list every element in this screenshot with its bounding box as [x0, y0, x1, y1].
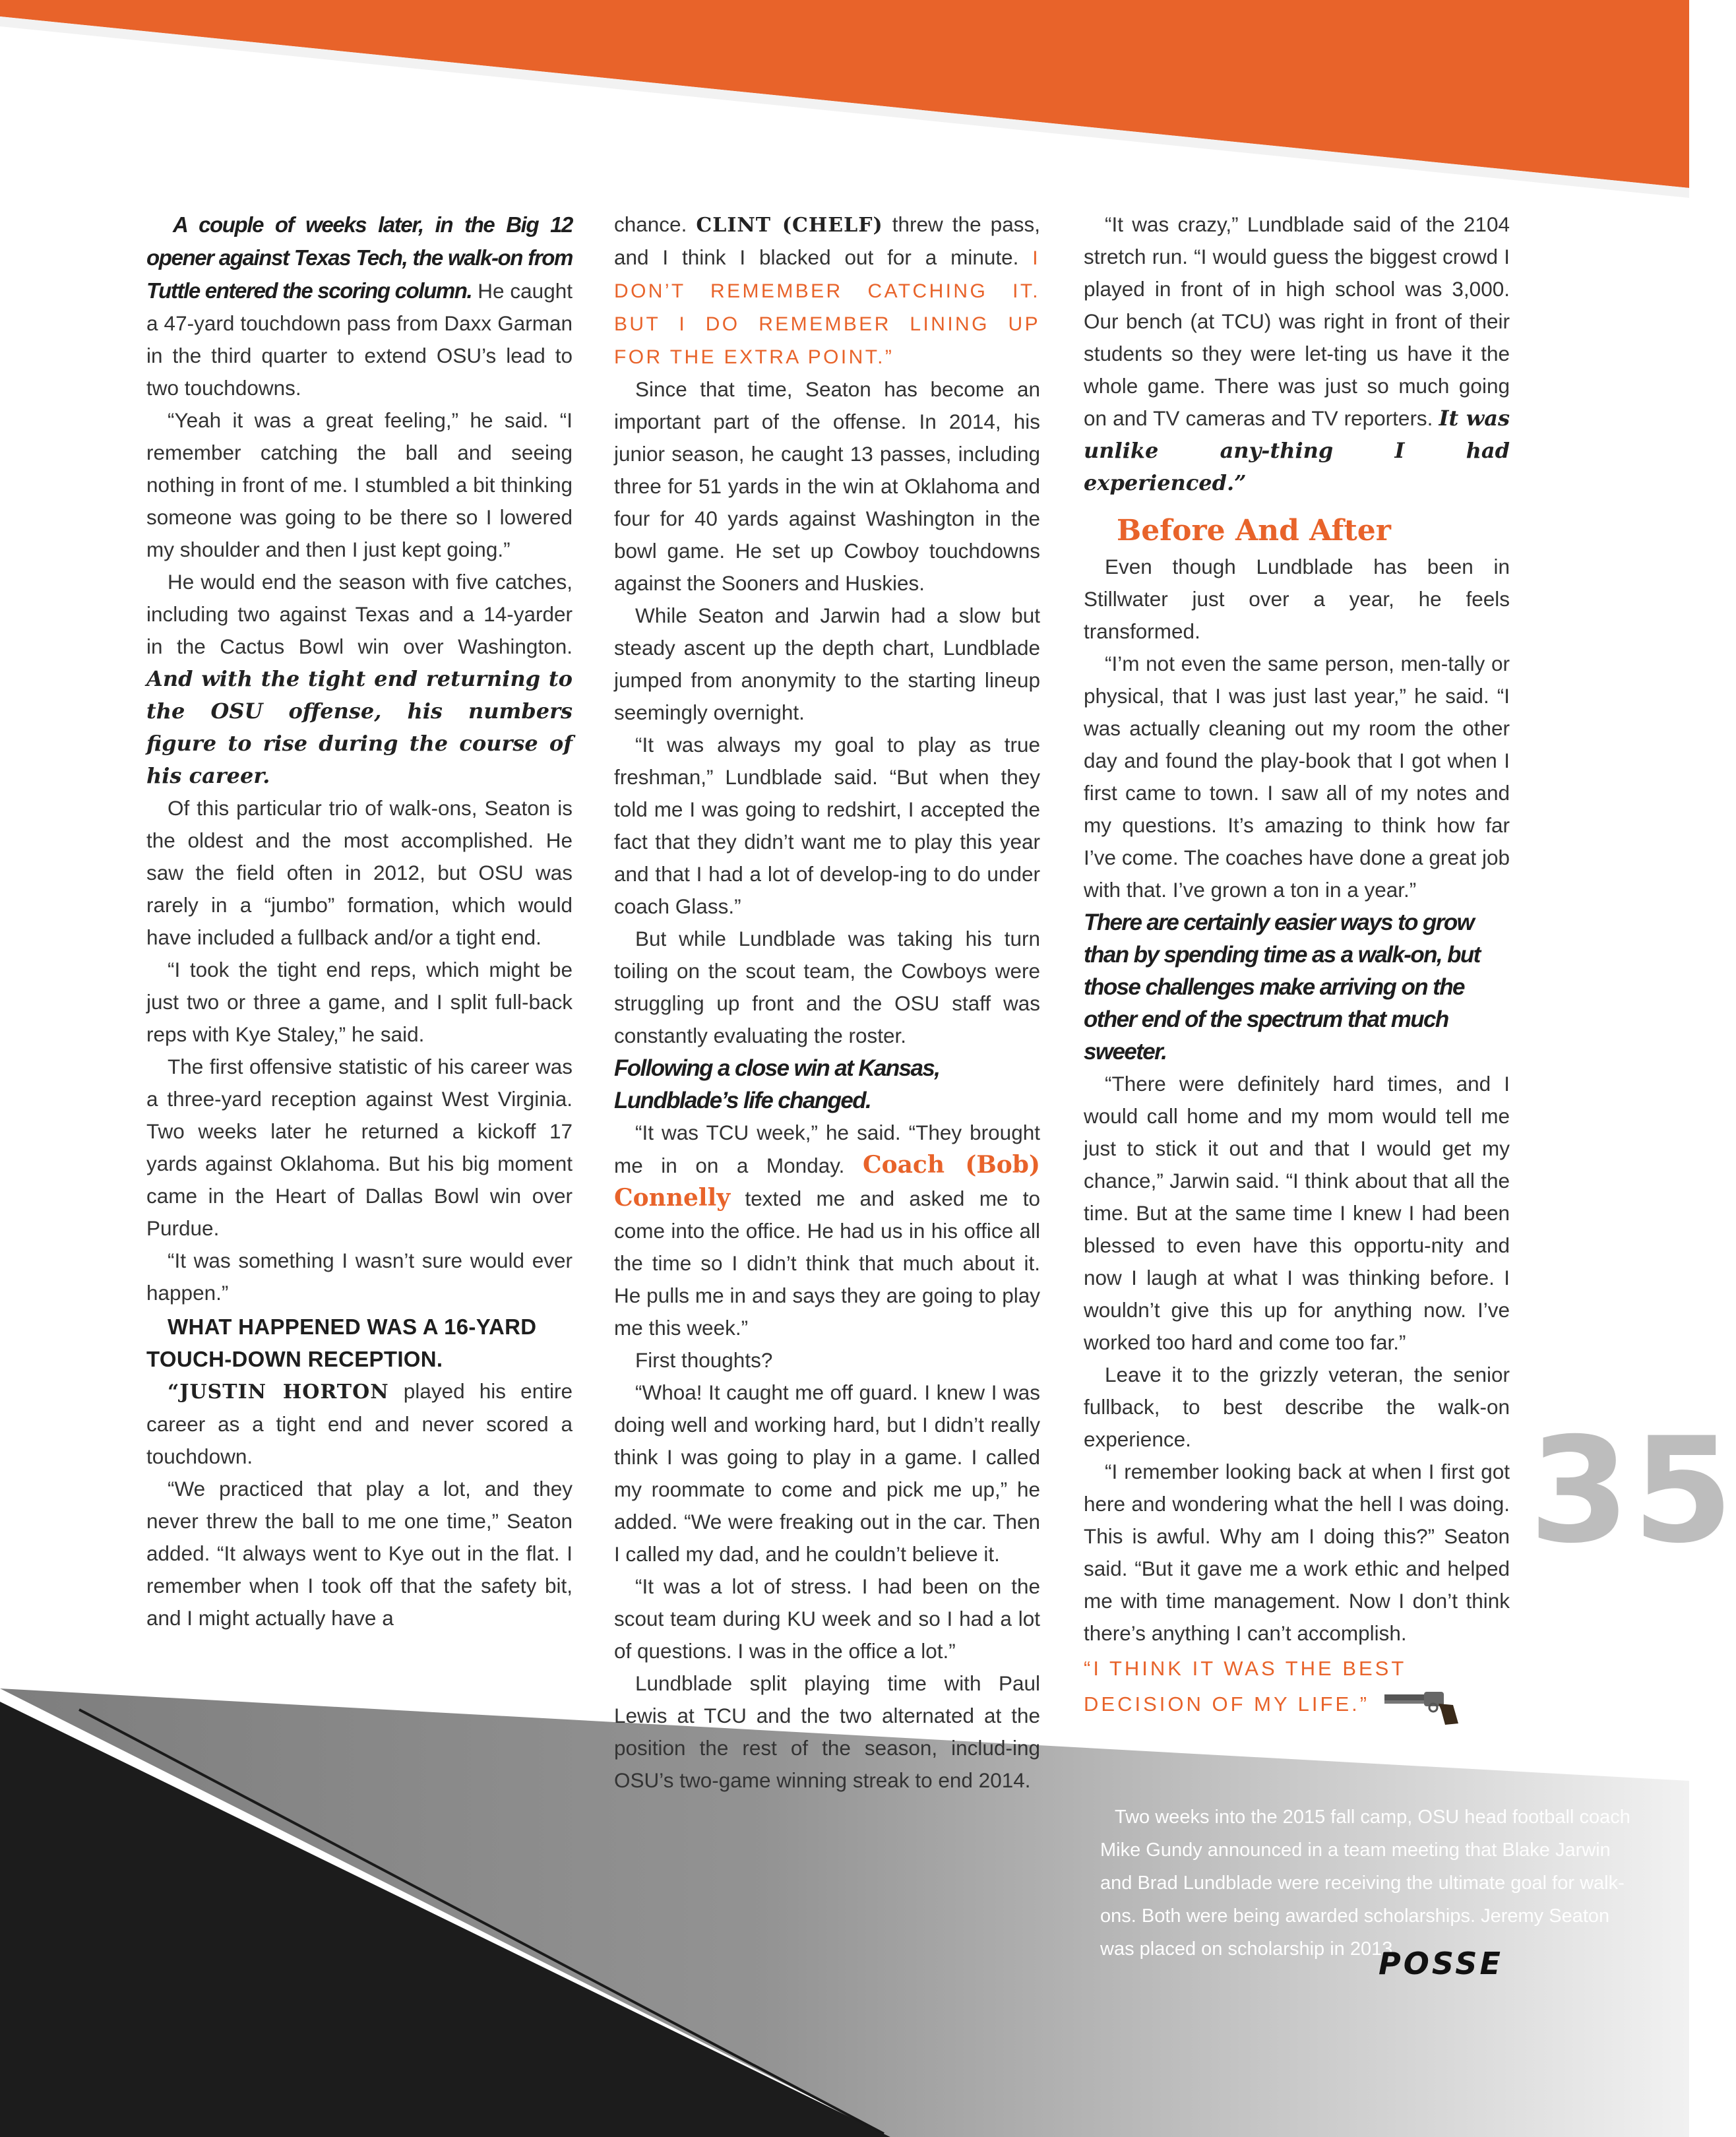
paragraph: “Whoa! It caught me off guard. I knew I was doing well and working hard, but I didn’t really think I was going to play in a game. I called my roommate to come and pick me up,” he added. “We were freaking out in the car. Then I called my dad, and he couldn’t believe it. [614, 1380, 1040, 1566]
article-column-2 [614, 208, 1040, 1797]
paragraph: “We practiced that play a lot, and they never threw the ball to me one time,” Seaton added. “It always went to Kye out in the flat. I remember when I took off that the safety bit, and I might actually have a [146, 1477, 573, 1630]
photo-caption: Two weeks into the 2015 fall camp, OSU head football coach Mike Gundy announced in a team meeting that Blake Jarwin and Brad Lundblade were receiving the ultimate goal for walk-ons. Both were being awarded scholarships. Jeremy Seaton was placed on scholarship in 2013. [1100, 1807, 1630, 1960]
section-heading: Before And After [1117, 514, 1391, 547]
name-callout: “JUSTIN HORTON [168, 1380, 389, 1404]
paragraph: “It was always my goal to play as true freshman,” Lundblade said. “But when they told me I was going to redshirt, I accepted the fact that they didn’t want me to play this year and that I had a lot of develop-ing to do under coach Glass.” [614, 733, 1040, 918]
paragraph: First thoughts? [635, 1348, 773, 1372]
lead-in-text: A couple of weeks later, in the Big 12 opener against Texas Tech, the walk-on from Tuttle entered the scoring column. [146, 212, 573, 303]
paragraph-text: “It was crazy,” Lundblade said of the 2104 stretch run. “I would guess the biggest crowd I played in front of in high school was 3,000. Our bench (at TCU) was right in front of their students so they were let-ting us have it the whole game. There was just so much going on and TV cameras and TV reporters. [1084, 212, 1510, 430]
paragraph: “It was a lot of stress. I had been on the scout team during KU week and so I had a lot of questions. I was in the office a lot.” [614, 1574, 1040, 1663]
paragraph: “There were definitely hard times, and I would call home and my mom would tell me just to stick it out and that I would get my chance,” Jarwin said. “I think about that all the time. But at the same time I knew I had been blessed to even have this opportu-nity and now I laugh at what I was thinking before. I wouldn’t give this up for anything now. I’ve worked too hard and come too far.” [1084, 1072, 1510, 1354]
paragraph: “I took the tight end reps, which might be just two or three a game, and I split full-back reps with Kye Staley,” he said. [146, 958, 573, 1046]
paragraph: Even though Lundblade has been in Stillwater just over a year, he feels transformed. [1084, 555, 1510, 643]
brand-logo: POSSE [1379, 1946, 1503, 1981]
emphasis-text: And with the tight end returning to the OSU offense, his numbers figure to rise during the course of his career. [146, 666, 573, 788]
paragraph: While Seaton and Jarwin had a slow but steady ascent up the depth chart, Lundblade jumped from anonymity to the starting lineup seemingly overnight. [614, 604, 1040, 724]
paragraph: But while Lundblade was taking his turn toiling on the scout team, the Cowboys were struggling up front and the OSU staff was constantly evaluating the roster. [614, 927, 1040, 1047]
paragraph [146, 566, 573, 792]
paragraph: The first offensive statistic of his career was a three-yard reception against West Virginia. Two weeks later he returned a kickoff 17 yards against Oklahoma. But his big moment came in the Heart of Dallas Bowl win over Purdue. [146, 1055, 573, 1240]
paragraph-text: He would end the season with five catches, including two against Texas and a 14-yarder in the Cactus Bowl win over Washington. [146, 570, 573, 658]
paragraph-text: threw the pass, and I think I blacked out for a minute. [614, 212, 1040, 269]
page-number: 35 [1529, 1406, 1736, 1575]
paragraph [614, 208, 1040, 373]
emphasis-text: It was unlike any-thing I had experienced.” [1084, 406, 1510, 495]
highlight-quote: I DON’T REMEMBER CATCHING IT. BUT I DO REMEMBER LINING UP FOR THE EXTRA POINT.” [614, 247, 1040, 368]
paragraph-text: played his entire career as a tight end and never scored a touchdown. [146, 1379, 573, 1468]
revolver-icon [1384, 1685, 1462, 1726]
paragraph-text: “It was TCU week,” he said. “They brought me in on a Monday. [614, 1121, 1040, 1177]
paragraph: “Yeah it was a great feeling,” he said. “I remember catching the ball and seeing nothing in front of me. I stumbled a bit thinking someone was going to be there so I lowered my shoulder and then I just kept going.” [146, 408, 573, 561]
name-callout: CLINT (CHELF) [696, 214, 883, 237]
paragraph-text: texted me and asked me to come into the office. He had us in his office all the time so I didn’t think that much about it. He pulls me in and says they are going to play me this week.” [614, 1187, 1040, 1340]
closing-quote [1084, 1652, 1510, 1726]
paragraph: Since that time, Seaton has become an important part of the offense. In 2014, his junior season, he caught 13 passes, including three for 51 yards in the win at Oklahoma and four for 40 yards against Washington in the bowl game. He set up Cowboy touchdowns against the Sooners and Huskies. [614, 377, 1040, 595]
paragraph [1084, 208, 1510, 499]
paragraph: “It was something I wasn’t sure would ever happen.” [146, 1249, 573, 1305]
name-callout: Coach (Bob) Connelly [614, 1151, 1041, 1212]
paragraph: Leave it to the grizzly veteran, the senior fullback, to best describe the walk-on experience. [1084, 1363, 1510, 1451]
paragraph: Of this particular trio of walk-ons, Seaton is the oldest and the most accomplished. He saw the field often in 2012, but OSU was rarely in a “jumbo” formation, which would have included a fullback and/or a tight end. [146, 796, 573, 949]
pull-quote: Following a close win at Kansas, Lundblade’s life changed. [614, 1055, 940, 1113]
paragraph [146, 208, 573, 404]
paragraph-text: chance. [614, 212, 697, 236]
article-column-1 [146, 208, 573, 1634]
paragraph: Lundblade split playing time with Paul Lewis at TCU and the two alternated at the position the rest of the season, includ-ing OSU’s two-game winning streak to end 2014. [614, 1671, 1040, 1792]
pull-quote: There are certainly easier ways to grow than by spending time as a walk-on, but those challenges make arriving on the other end of the spectrum that much sweeter. [1084, 910, 1480, 1065]
paragraph: “I remember looking back at when I first got here and wondering what the hell I was doing. This is awful. Why am I doing this?” Seaton said. “But it gave me a work ethic and helped me with time management. Now I don’t think there’s anything I can’t accomplish. [1084, 1460, 1510, 1645]
article-column-3 [1084, 208, 1510, 1726]
paragraph [146, 1375, 573, 1473]
subhead: WHAT HAPPENED WAS A 16-YARD TOUCH-DOWN RECEPTION. [146, 1315, 537, 1371]
paragraph [614, 1117, 1040, 1344]
paragraph-text: He caught a 47-yard touchdown pass from Daxx Garman in the third quarter to extend OSU’s lead to two touchdowns. [146, 279, 573, 400]
orange-top-band [0, 0, 1689, 188]
closing-quote-text: “I THINK IT WAS THE BEST DECISION OF MY LIFE.” [1084, 1657, 1406, 1716]
paragraph: “I’m not even the same person, men-tally or physical, that I was just last year,” he said. “I was actually cleaning out my room the other day and found the play-book that I got when I first came to town. I saw all of my notes and my questions. It’s amazing to think how far I’ve come. The coaches have done a great job with that. I’ve grown a ton in a year.” [1084, 652, 1510, 902]
